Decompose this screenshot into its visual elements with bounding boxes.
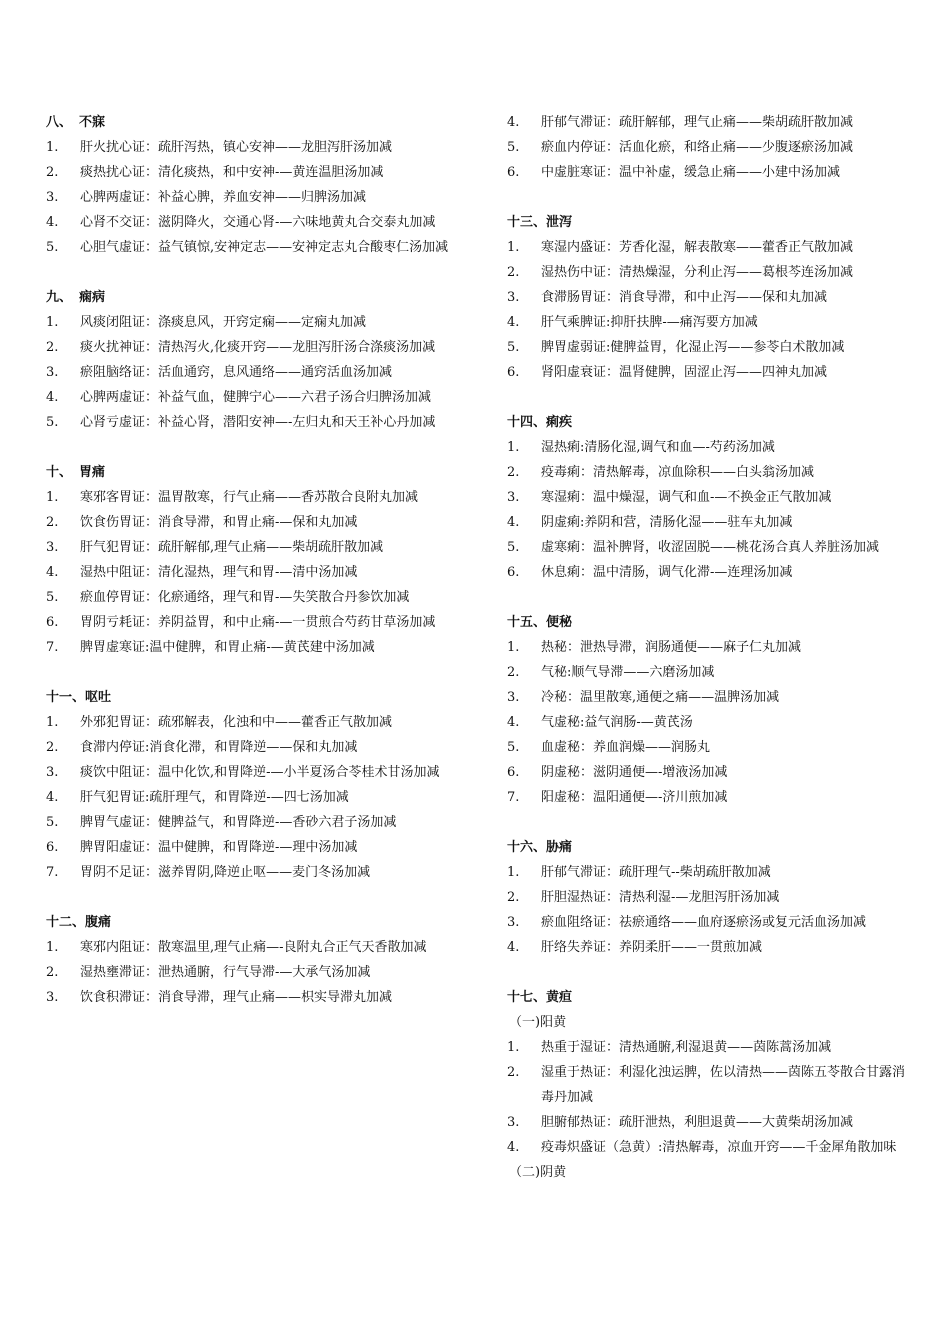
item-number: 5. xyxy=(507,540,520,555)
section-number: 九、 xyxy=(46,290,73,305)
list-item xyxy=(507,310,917,335)
list-item xyxy=(507,435,917,460)
item-number: 5. xyxy=(46,590,59,605)
section xyxy=(46,685,456,885)
list-item xyxy=(46,960,456,985)
list-item xyxy=(507,485,917,510)
list-item xyxy=(46,860,456,885)
section-heading: 黄疸 xyxy=(546,990,573,1005)
list-item xyxy=(46,785,456,810)
list-item xyxy=(507,885,917,910)
item-text: 血虚秘：养血润燥——润肠丸 xyxy=(541,740,711,755)
item-number: 2. xyxy=(507,890,520,905)
section-heading: 痫病 xyxy=(79,290,106,305)
list-item xyxy=(46,385,456,410)
item-number: 4. xyxy=(46,790,59,805)
list-item xyxy=(46,585,456,610)
item-number: 4. xyxy=(507,315,520,330)
item-text: 肝络失养证：养阴柔肝——一贯煎加减 xyxy=(541,940,763,955)
list-item xyxy=(46,710,456,735)
item-text: 肝胆湿热证：清热利湿-—龙胆泻肝汤加减 xyxy=(541,890,780,905)
section xyxy=(507,410,917,585)
item-number: 2. xyxy=(507,665,520,680)
section-number: 十、 xyxy=(46,465,73,480)
item-number: 4. xyxy=(46,565,59,580)
item-number: 7. xyxy=(46,640,59,655)
item-number: 3. xyxy=(46,365,59,380)
list-item xyxy=(507,510,917,535)
item-text: 气秘:顺气导滞——六磨汤加减 xyxy=(541,665,715,680)
item-text: 休息痢：温中清肠，调气化滞-—连理汤加减 xyxy=(541,565,793,580)
item-number: 1. xyxy=(46,940,59,955)
item-text: 疫毒痢：清热解毒，凉血除积——白头翁汤加减 xyxy=(541,465,815,480)
item-text: 胃阴不足证：滋养胃阴,降逆止呕——麦门冬汤加减 xyxy=(80,865,371,880)
section xyxy=(507,210,917,385)
item-number: 4. xyxy=(46,390,59,405)
item-number: 6. xyxy=(507,565,520,580)
list-item xyxy=(46,210,456,235)
list-item xyxy=(507,1110,917,1135)
item-number: 1. xyxy=(46,315,59,330)
item-number: 3. xyxy=(507,490,520,505)
section-title xyxy=(46,685,456,710)
list-item xyxy=(46,310,456,335)
item-text: 瘀血内停证：活血化瘀，和络止痛——少腹逐瘀汤加减 xyxy=(541,140,854,155)
item-number: 3. xyxy=(46,765,59,780)
item-text: 寒邪客胃证：温胃散寒，行气止痛——香苏散合良附丸加减 xyxy=(80,490,419,505)
section xyxy=(46,910,456,1010)
item-text: 痰火扰神证：清热泻火,化痰开窍——龙胆泻肝汤合涤痰汤加减 xyxy=(80,340,436,355)
item-number: 1. xyxy=(507,640,520,655)
item-number: 7. xyxy=(507,790,520,805)
section-title xyxy=(507,985,917,1010)
item-number: 2. xyxy=(46,740,59,755)
item-text: 阴虚痢:养阴和营，清肠化湿——驻车丸加减 xyxy=(541,515,793,530)
item-text: 疫毒炽盛证（急黄）:清热解毒，凉血开窍——千金犀角散加味 xyxy=(541,1140,897,1155)
list-item xyxy=(46,185,456,210)
item-number: 3. xyxy=(507,915,520,930)
section-title xyxy=(46,910,456,935)
item-text: 阴虚秘：滋阴通便—-增液汤加减 xyxy=(541,765,728,780)
item-text: 寒邪内阻证：散寒温里,理气止痛—-良附丸合正气天香散加减 xyxy=(80,940,427,955)
list-item xyxy=(46,410,456,435)
section-heading: 便秘 xyxy=(546,615,573,630)
item-number: 5. xyxy=(46,815,59,830)
item-text: 湿热伤中证：清热燥湿，分利止泻——葛根芩连汤加减 xyxy=(541,265,854,280)
list-item xyxy=(46,510,456,535)
item-text: 寒湿内盛证：芳香化湿，解表散寒——藿香正气散加减 xyxy=(541,240,854,255)
item-number: 2. xyxy=(507,465,520,480)
item-number: 6. xyxy=(46,615,59,630)
item-text: 肝火扰心证：疏肝泻热，镇心安神——龙胆泻肝汤加减 xyxy=(80,140,393,155)
item-text: 热秘：泄热导滞，润肠通便——麻子仁丸加减 xyxy=(541,640,802,655)
item-number: 4. xyxy=(507,940,520,955)
section-title xyxy=(507,410,917,435)
list-item xyxy=(507,760,917,785)
item-text: 热重于湿证：清热通腑,利湿退黄——茵陈蒿汤加减 xyxy=(541,1040,832,1055)
list-item xyxy=(507,235,917,260)
section xyxy=(507,110,917,185)
item-text: 心脾两虚证：补益心脾，养血安神——归脾汤加减 xyxy=(80,190,367,205)
item-text: 风痰闭阻证：涤痰息风，开窍定痫——定痫丸加减 xyxy=(80,315,367,330)
list-item xyxy=(46,610,456,635)
item-text: 脾胃虚弱证:健脾益胃，化湿止泻——参苓白术散加减 xyxy=(541,340,845,355)
item-number: 2. xyxy=(507,265,520,280)
list-item xyxy=(507,635,917,660)
list-item xyxy=(507,910,917,935)
list-item xyxy=(46,335,456,360)
list-item xyxy=(507,260,917,285)
list-item xyxy=(507,710,917,735)
item-number: 2. xyxy=(507,1065,520,1080)
list-item xyxy=(46,760,456,785)
item-text: 湿热中阻证：清化湿热，理气和胃-—清中汤加减 xyxy=(80,565,358,580)
item-text: 肝气犯胃证:疏肝理气，和胃降逆-—四七汤加减 xyxy=(80,790,349,805)
list-item xyxy=(46,635,456,660)
item-number: 3. xyxy=(507,690,520,705)
item-number: 7. xyxy=(46,865,59,880)
item-number: 3. xyxy=(507,290,520,305)
section-number: 十二、 xyxy=(46,915,86,930)
item-text: 食滞内停证:消食化滞，和胃降逆——保和丸加减 xyxy=(80,740,358,755)
section xyxy=(507,835,917,960)
section-title xyxy=(507,610,917,635)
right-column xyxy=(507,110,917,1210)
list-item xyxy=(507,110,917,135)
list-item xyxy=(46,235,456,260)
section-heading: 腹痛 xyxy=(85,915,112,930)
item-number: 5. xyxy=(507,140,520,155)
item-number: 5. xyxy=(507,740,520,755)
item-number: 6. xyxy=(507,165,520,180)
list-item xyxy=(507,735,917,760)
item-number: 3. xyxy=(46,990,59,1005)
item-number: 4. xyxy=(507,115,520,130)
section-heading: 胃痛 xyxy=(79,465,106,480)
section xyxy=(46,110,456,260)
item-text: 阳虚秘：温阳通便—-济川煎加减 xyxy=(541,790,728,805)
list-item xyxy=(507,1035,917,1060)
item-text: 肝郁气滞证：疏肝解郁，理气止痛——柴胡疏肝散加减 xyxy=(541,115,854,130)
item-text: 饮食积滞证：消食导滞，理气止痛——枳实导滞丸加减 xyxy=(80,990,393,1005)
section-number: 十三、 xyxy=(507,215,547,230)
item-text: 湿重于热证：利湿化浊运脾，佐以清热——茵陈五苓散合甘露消毒丹加减 xyxy=(541,1065,906,1105)
list-item xyxy=(507,660,917,685)
item-number: 2. xyxy=(46,165,59,180)
section-heading: 呕吐 xyxy=(85,690,112,705)
item-text: 肝气乘脾证:抑肝扶脾-—痛泻要方加减 xyxy=(541,315,758,330)
section-number: 十一、 xyxy=(46,690,86,705)
item-text: 瘀血停胃证：化瘀通络，理气和胃-—失笑散合丹参饮加减 xyxy=(80,590,410,605)
item-text: 心肾亏虚证：补益心肾，潜阳安神—-左归丸和天王补心丹加减 xyxy=(80,415,436,430)
section-title xyxy=(46,285,456,310)
list-item xyxy=(507,160,917,185)
item-number: 2. xyxy=(46,515,59,530)
item-number: 4. xyxy=(507,715,520,730)
list-item xyxy=(507,460,917,485)
section-heading: 泄泻 xyxy=(546,215,573,230)
item-text: 脾胃虚寒证:温中健脾，和胃止痛-—黄芪建中汤加减 xyxy=(80,640,375,655)
item-number: 2. xyxy=(46,340,59,355)
list-item xyxy=(507,935,917,960)
list-item xyxy=(507,135,917,160)
section xyxy=(46,285,456,435)
item-text: 胆腑郁热证：疏肝泄热，利胆退黄——大黄柴胡汤加减 xyxy=(541,1115,854,1130)
section-number: 十七、 xyxy=(507,990,547,1005)
item-number: 1. xyxy=(507,1040,520,1055)
list-item xyxy=(46,160,456,185)
item-text: 肝气犯胃证：疏肝解郁,理气止痛——柴胡疏肝散加减 xyxy=(80,540,384,555)
list-item xyxy=(507,360,917,385)
item-text: 湿热壅滞证：泄热通腑，行气导滞-—大承气汤加减 xyxy=(80,965,371,980)
item-text: 痰热扰心证：清化痰热，和中安神-—黄连温胆汤加减 xyxy=(80,165,384,180)
list-item xyxy=(507,860,917,885)
list-item xyxy=(46,935,456,960)
section-heading: 胁痛 xyxy=(546,840,573,855)
item-text: 胃阴亏耗证：养阴益胃，和中止痛-—一贯煎合芍药甘草汤加减 xyxy=(80,615,436,630)
item-number: 1. xyxy=(46,140,59,155)
list-item xyxy=(507,285,917,310)
item-text: 寒湿痢：温中燥湿，调气和血-—不换金正气散加减 xyxy=(541,490,832,505)
item-text: 冷秘：温里散寒,通便之痛——温脾汤加减 xyxy=(541,690,780,705)
list-item xyxy=(507,560,917,585)
item-text: 痰饮中阻证：温中化饮,和胃降逆-—小半夏汤合苓桂术甘汤加减 xyxy=(80,765,440,780)
item-text: 肝郁气滞证：疏肝理气--柴胡疏肝散加减 xyxy=(541,865,771,880)
item-text: 心脾两虚证：补益气血，健脾宁心——六君子汤合归脾汤加减 xyxy=(80,390,432,405)
item-text: 食滞肠胃证：消食导滞，和中止泻——保和丸加减 xyxy=(541,290,828,305)
section-title xyxy=(46,460,456,485)
item-number: 6. xyxy=(46,840,59,855)
list-item xyxy=(507,685,917,710)
item-number: 6. xyxy=(507,765,520,780)
item-number: 1. xyxy=(46,715,59,730)
list-item xyxy=(46,985,456,1010)
section-number: 十五、 xyxy=(507,615,547,630)
item-number: 5. xyxy=(507,340,520,355)
list-item xyxy=(507,1060,917,1110)
item-number: 2. xyxy=(46,965,59,980)
list-item xyxy=(46,560,456,585)
section-title xyxy=(507,210,917,235)
item-number: 5. xyxy=(46,415,59,430)
item-number: 1. xyxy=(507,865,520,880)
item-text: 气虚秘:益气润肠-—黄芪汤 xyxy=(541,715,693,730)
item-text: 湿热痢:清肠化湿,调气和血—-芍药汤加减 xyxy=(541,440,775,455)
section-number: 八、 xyxy=(46,115,73,130)
section xyxy=(46,460,456,660)
item-number: 1. xyxy=(507,440,520,455)
list-item xyxy=(46,535,456,560)
section-number: 十六、 xyxy=(507,840,547,855)
item-number: 4. xyxy=(507,1140,520,1155)
left-column xyxy=(46,110,456,1035)
item-text: 瘀血阻络证：祛瘀通络——血府逐瘀汤或复元活血汤加减 xyxy=(541,915,867,930)
item-text: 瘀阻脑络证：活血通窍，息风通络——通窍活血汤加减 xyxy=(80,365,393,380)
list-item xyxy=(46,735,456,760)
section-title xyxy=(46,110,456,135)
item-number: 6. xyxy=(507,365,520,380)
item-number: 5. xyxy=(46,240,59,255)
item-number: 1. xyxy=(46,490,59,505)
section xyxy=(507,985,917,1185)
item-text: 虚寒痢：温补脾肾，收涩固脱——桃花汤合真人养脏汤加减 xyxy=(541,540,880,555)
item-number: 1. xyxy=(507,240,520,255)
list-item xyxy=(46,835,456,860)
item-text: 脾胃气虚证：健脾益气，和胃降逆-—香砂六君子汤加减 xyxy=(80,815,397,830)
list-item xyxy=(507,535,917,560)
subheading: （一)阳黄 xyxy=(509,1015,567,1030)
item-text: 心胆气虚证：益气镇惊,安神定志——安神定志丸合酸枣仁汤加减 xyxy=(80,240,449,255)
list-item xyxy=(46,360,456,385)
item-number: 3. xyxy=(46,540,59,555)
item-text: 心肾不交证：滋阴降火，交通心肾-—六味地黄丸合交泰丸加减 xyxy=(80,215,436,230)
list-item xyxy=(46,810,456,835)
item-number: 3. xyxy=(46,190,59,205)
section xyxy=(507,610,917,810)
item-number: 4. xyxy=(46,215,59,230)
item-text: 脾胃阳虚证：温中健脾，和胃降逆-—理中汤加减 xyxy=(80,840,358,855)
subheading: （二)阴黄 xyxy=(509,1165,567,1180)
list-item xyxy=(507,785,917,810)
list-item xyxy=(46,135,456,160)
list-item xyxy=(507,335,917,360)
item-text: 饮食伤胃证：消食导滞，和胃止痛-—保和丸加减 xyxy=(80,515,358,530)
section-heading: 不寐 xyxy=(79,115,106,130)
item-text: 肾阳虚衰证：温肾健脾，固涩止泻——四神丸加减 xyxy=(541,365,828,380)
list-item xyxy=(507,1135,917,1160)
item-text: 中虚脏寒证：温中补虚，缓急止痛——小建中汤加减 xyxy=(541,165,841,180)
list-item xyxy=(46,485,456,510)
section-heading: 痢疾 xyxy=(546,415,573,430)
item-number: 3. xyxy=(507,1115,520,1130)
item-text: 外邪犯胃证：疏邪解表，化浊和中——藿香正气散加减 xyxy=(80,715,393,730)
section-number: 十四、 xyxy=(507,415,547,430)
section-title xyxy=(507,835,917,860)
item-number: 4. xyxy=(507,515,520,530)
